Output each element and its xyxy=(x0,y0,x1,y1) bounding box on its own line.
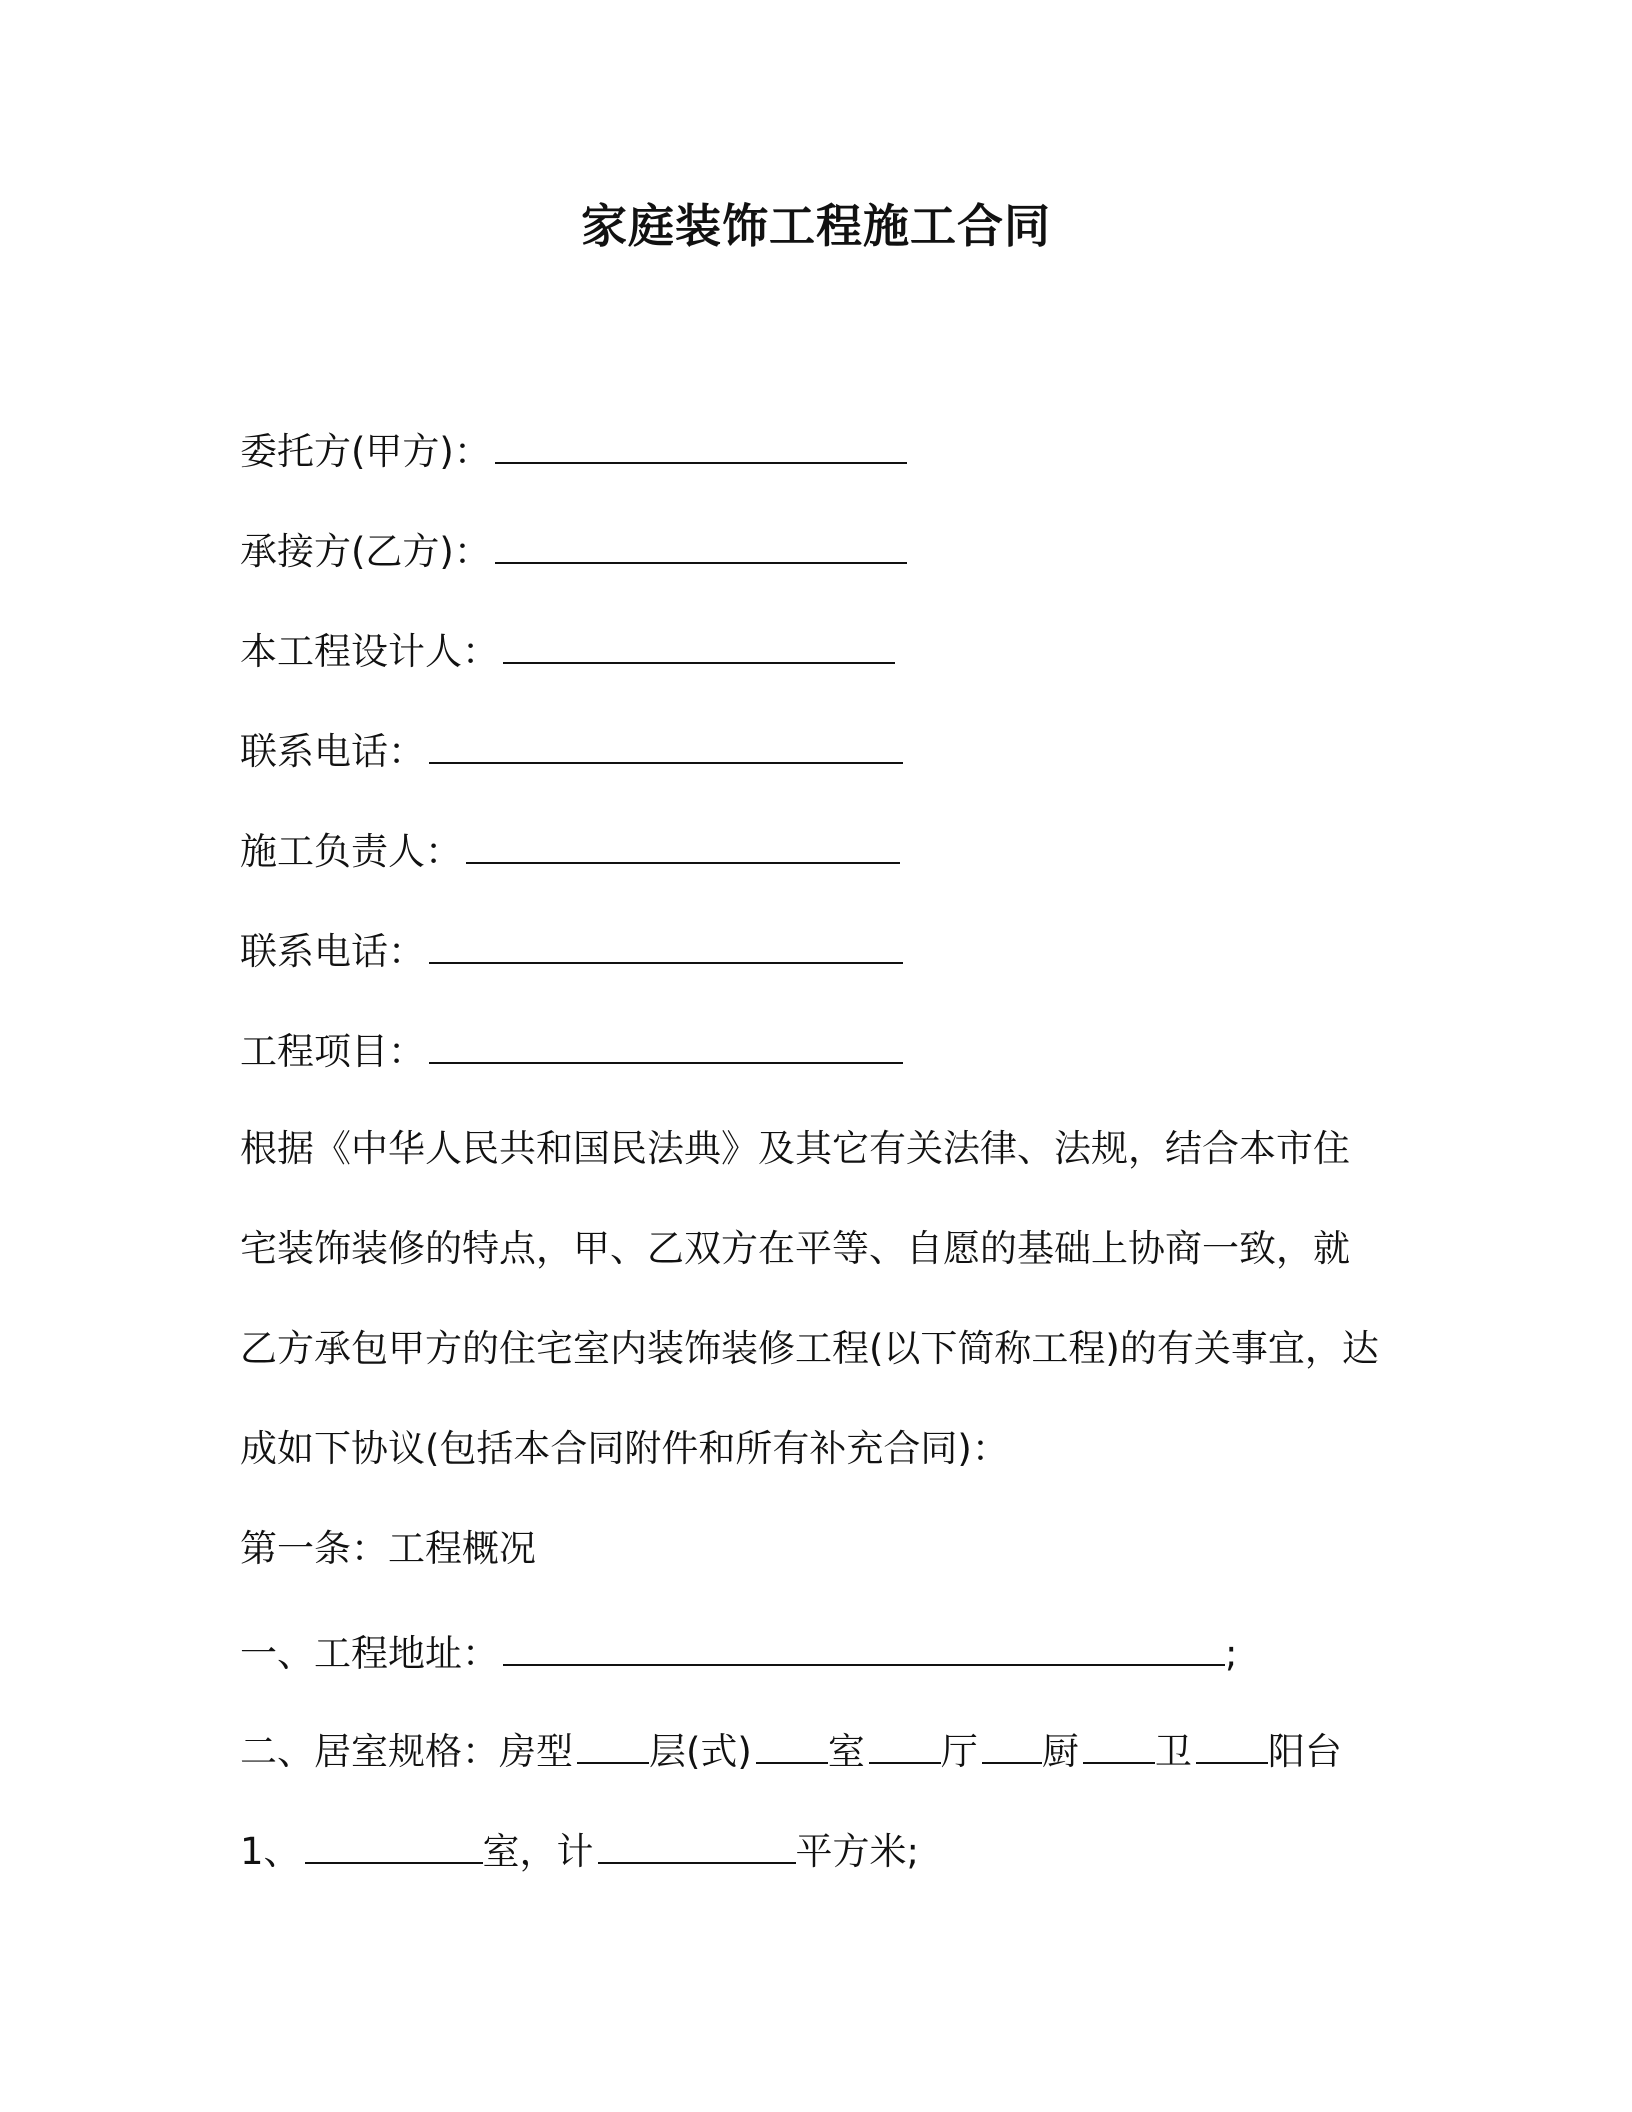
room-item-1 xyxy=(240,1824,919,1877)
address-end: ; xyxy=(1225,1632,1238,1675)
preamble-line-2: 宅装饰装修的特点，甲、乙双方在平等、自愿的基础上协商一致，就 xyxy=(240,1227,1350,1270)
spec-blank-floor[interactable] xyxy=(756,1724,828,1764)
spec-kitchen-label: 厨 xyxy=(1041,1730,1079,1773)
project-blank[interactable] xyxy=(429,1024,903,1064)
phone-label-2: 联系电话： xyxy=(240,930,425,973)
room-item-prefix: 1、 xyxy=(240,1830,301,1873)
party-a-label: 委托方(甲方)： xyxy=(240,430,491,473)
phone-blank-2[interactable] xyxy=(429,924,903,964)
party-a-field xyxy=(240,424,907,477)
project-label: 工程项目： xyxy=(240,1030,425,1073)
spec-blank-layout[interactable] xyxy=(577,1724,649,1764)
spec-hall-label: 厅 xyxy=(940,1730,978,1773)
phone-field-1 xyxy=(240,724,903,777)
party-b-blank[interactable] xyxy=(495,524,907,564)
site-manager-blank[interactable] xyxy=(466,824,900,864)
spec-blank-bath[interactable] xyxy=(1196,1724,1268,1764)
spec-blank-kitchen[interactable] xyxy=(1083,1724,1155,1764)
designer-field xyxy=(240,624,895,677)
phone-blank-1[interactable] xyxy=(429,724,903,764)
address-label: 一、工程地址： xyxy=(240,1632,499,1675)
address-blank[interactable] xyxy=(503,1626,1225,1666)
designer-label: 本工程设计人： xyxy=(240,630,499,673)
spec-blank-room[interactable] xyxy=(869,1724,941,1764)
room-item-name-blank[interactable] xyxy=(305,1824,483,1864)
site-manager-label: 施工负责人： xyxy=(240,830,462,873)
address-field xyxy=(240,1626,1237,1679)
spec-floor-label: 层(式) xyxy=(649,1730,752,1773)
party-b-field xyxy=(240,524,907,577)
designer-blank[interactable] xyxy=(503,624,895,664)
site-manager-field xyxy=(240,824,900,877)
party-a-blank[interactable] xyxy=(495,424,907,464)
phone-field-2 xyxy=(240,924,903,977)
preamble-line-4: 成如下协议(包括本合同附件和所有补充合同)： xyxy=(240,1427,1009,1470)
spec-room-label: 室 xyxy=(827,1730,865,1773)
phone-label-1: 联系电话： xyxy=(240,730,425,773)
spec-bath-label: 卫 xyxy=(1154,1730,1192,1773)
document-title: 家庭装饰工程施工合同 xyxy=(581,199,1051,253)
party-b-label: 承接方(乙方)： xyxy=(240,530,491,573)
spec-balcony-label: 阳台 xyxy=(1267,1730,1342,1773)
room-spec-field xyxy=(240,1724,1342,1777)
room-spec-label: 二、居室规格：房型 xyxy=(240,1730,573,1773)
room-item-unit: 平方米; xyxy=(795,1830,920,1873)
spec-blank-hall[interactable] xyxy=(982,1724,1042,1764)
preamble-line-1: 根据《中华人民共和国民法典》及其它有关法律、法规，结合本市住 xyxy=(240,1127,1350,1170)
preamble-line-3: 乙方承包甲方的住宅室内装饰装修工程(以下简称工程)的有关事宜，达 xyxy=(240,1327,1379,1370)
article-1-heading: 第一条：工程概况 xyxy=(240,1527,536,1570)
room-item-area-blank[interactable] xyxy=(598,1824,796,1864)
project-field xyxy=(240,1024,903,1077)
room-item-mid: 室，计 xyxy=(482,1830,594,1873)
